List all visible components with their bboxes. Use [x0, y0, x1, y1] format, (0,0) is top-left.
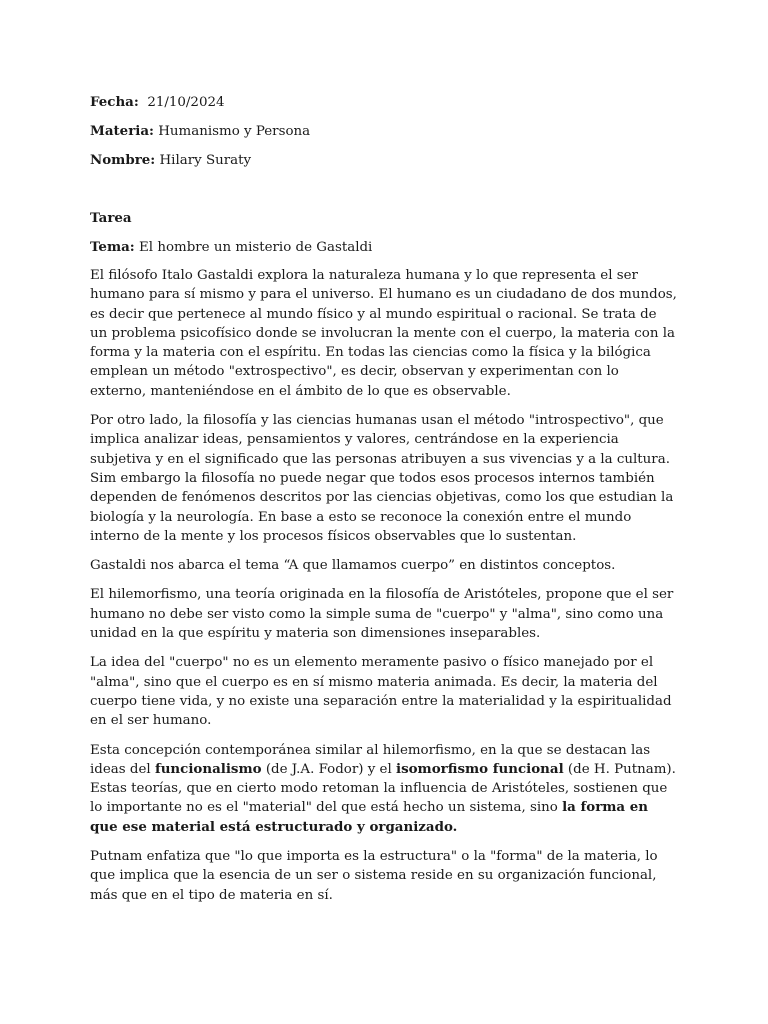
name-value: Hilary Suraty [159, 153, 252, 168]
date-label: Fecha: [90, 94, 139, 110]
paragraph-7: Putnam enfatiza que "lo que importa es la estructura" o la "forma" de la materia, lo que implica que la esencia de un ser o sistema reside en su organización funcional, más que en el tipo de materia en sí. [90, 849, 658, 903]
topic-line [90, 238, 678, 257]
subject-label: Materia: [90, 123, 154, 139]
paragraph-6-bold-isomorfismo: isomorfismo funcional [396, 760, 564, 777]
topic-value: El hombre un misterio de Gastaldi [139, 240, 373, 255]
paragraph-6-text-2: (de J.A. Fodor) y el [261, 761, 396, 777]
paragraph-6-text-3: (de H. Putnam). Estas teorías, que en cierto modo retoman la influencia de Aristóteles, sostienen que lo importante no es el "material" del que está hecho un sistema, sino [90, 761, 676, 816]
paragraph-2: Por otro lado, la filosofía y las ciencias humanas usan el método "introspectivo", que implica analizar ideas, pensamientos y valores, centrándose en la experiencia subjetiva y en el significado que las personas atribuyen a sus vivencias y a la cultura. Sim embargo la filosofía no puede negar que todos esos procesos internos también dependen de fenómenos descritos por las ciencias objetivas, como los que estudian la biología y la neurología. En base a esto se reconoce la conexión entre el mundo interno de la mente y los procesos físicos observables que lo sustentan. [90, 413, 674, 544]
paragraph-1: El filósofo Italo Gastaldi explora la naturaleza humana y lo que representa el ser humano para sí mismo y para el universo. El humano es un ciudadano de dos mundos, es decir que pertenece al mundo físico y al mundo espiritual o racional. Se trata de un problema psicofísico donde se involucran la mente con el cuerpo, la materia con la forma y la materia con el espíritu. En todas las ciencias como la física y la bilógica emplean un método "extrospectivo", es decir, observan y experimentan con lo externo, manteniéndose en el ámbito de lo que es observable. [90, 268, 677, 399]
topic-label: Tema: [90, 239, 135, 255]
paragraph-6-bold-funcionalismo: funcionalismo [154, 760, 262, 777]
date-line [90, 93, 678, 112]
paragraph-5: La idea del "cuerpo" no es un elemento meramente pasivo o físico manejado por el "alma", sino que el cuerpo es en sí mismo materia animada. Es decir, la materia del cuerpo tiene vida, y no existe una separación entre la materialidad y la espiritualidad en el ser humano. [90, 655, 672, 729]
subject-value: Humanismo y Persona [158, 124, 311, 139]
name-label: Nombre: [90, 152, 156, 168]
date-value: 21/10/2024 [147, 95, 225, 110]
name-line [90, 151, 678, 170]
paragraph-3: Gastaldi nos abarca el tema “A que llamamos cuerpo” en distintos conceptos. [90, 558, 616, 574]
assignment-heading: Tarea [90, 210, 132, 226]
subject-line [90, 122, 678, 141]
paragraph-6-bold-forma: la forma en que ese material está estructurado y organizado. [90, 799, 649, 835]
paragraph-6-text-1: Esta concepción contemporánea similar al hilemorfismo, en la que se destacan las ideas del [90, 742, 651, 777]
paragraph-6 [90, 741, 678, 837]
paragraph-4: El hilemorfismo, una teoría originada en la filosofía de Aristóteles, propone que el ser humano no debe ser visto como la simple suma de "cuerpo" y "alma", sino como una unidad en la que espíritu y materia son dimensiones inseparables. [90, 587, 674, 642]
